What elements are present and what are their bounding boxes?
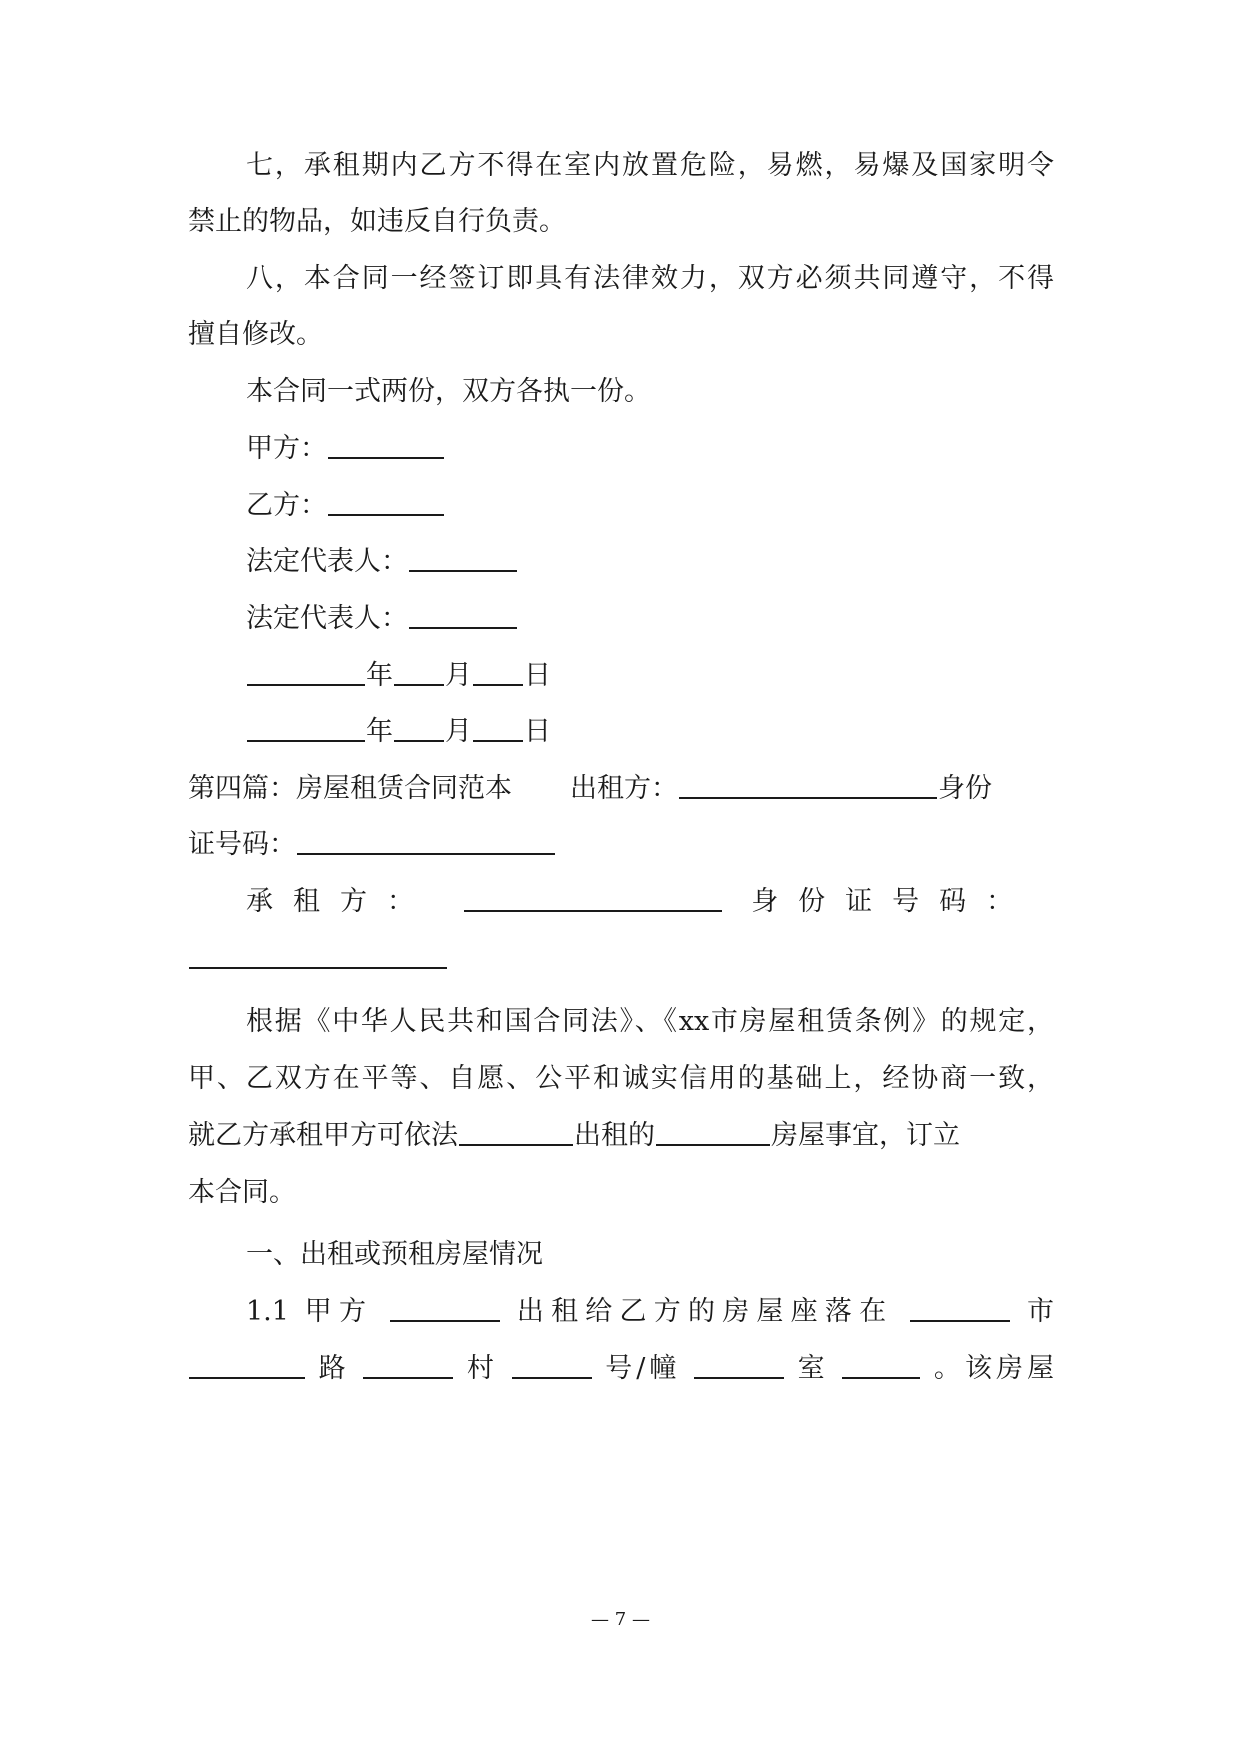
village-label: 村 xyxy=(466,1353,498,1384)
lessor-label: 出租方： xyxy=(570,773,678,804)
lessor-id-line xyxy=(188,823,1054,867)
month-label: 月 xyxy=(445,716,472,747)
legal-rep-label-1: 法定代表人： xyxy=(246,546,408,577)
road-label: 路 xyxy=(318,1353,350,1384)
district-blank xyxy=(189,1347,305,1379)
preamble-line-2: 甲、乙双方在平等、自愿、公平和诚实信用的基础上，经协商一致， xyxy=(188,1063,1054,1094)
party-a-blank xyxy=(328,427,444,459)
preamble-line-3-part-a: 就乙方承租甲方可依法 xyxy=(188,1120,458,1151)
date-line-1 xyxy=(246,654,1054,698)
clause-8-line-2: 擅自修改。 xyxy=(188,319,323,350)
legal-rep-line-2 xyxy=(246,597,1054,641)
party-a-signature-line xyxy=(246,427,1054,471)
copies-statement: 本合同一式两份，双方各执一份。 xyxy=(246,376,651,407)
year-label: 年 xyxy=(366,716,393,747)
party-b-signature-line xyxy=(246,484,1054,528)
party-b-blank xyxy=(328,484,444,516)
party-b-label: 乙方： xyxy=(246,490,327,521)
preamble-line-3 xyxy=(188,1114,1054,1158)
room-blank xyxy=(842,1347,920,1379)
date-line-2 xyxy=(246,710,1054,754)
clause-1-1-part-c: 市 xyxy=(1026,1296,1054,1327)
preamble-line-3-part-b: 出租的 xyxy=(574,1120,655,1151)
room-label: 室 xyxy=(797,1353,829,1384)
legal-rep-blank-2 xyxy=(409,597,517,629)
section-1-title: 一、出租或预租房屋情况 xyxy=(246,1239,543,1270)
legal-rep-line-1 xyxy=(246,540,1054,584)
road-blank xyxy=(363,1347,453,1379)
number-label: 号/幢 xyxy=(605,1353,681,1384)
village-blank xyxy=(512,1347,592,1379)
day-label: 日 xyxy=(524,660,551,691)
chapter-title: 第四篇：房屋租赁合同范本 xyxy=(188,773,512,804)
month-blank xyxy=(394,654,444,686)
id-label-part1: 身份 xyxy=(938,773,992,804)
lessee-line xyxy=(246,880,1054,924)
clause-1-1-part-b: 出租给乙方的房屋座落在 xyxy=(516,1296,894,1327)
building-blank xyxy=(694,1347,784,1379)
property-type-blank xyxy=(656,1114,770,1146)
lessee-blank xyxy=(464,880,722,912)
year-label: 年 xyxy=(366,660,393,691)
page-number: — 7 — xyxy=(591,1609,650,1630)
lessee-id-blank xyxy=(189,937,447,969)
clause-1-1-line-1 xyxy=(246,1290,1054,1334)
lessee-id-label: 身份证号码： xyxy=(751,886,1034,917)
lessee-label: 承租方： xyxy=(246,886,434,917)
clause-1-1-part-a: 1.1 甲方 xyxy=(246,1296,374,1327)
city-blank xyxy=(910,1290,1010,1322)
party-a-label: 甲方： xyxy=(246,433,327,464)
year-blank xyxy=(247,710,365,742)
lessor-id-blank xyxy=(297,823,555,855)
chapter-4-header-line xyxy=(188,767,1054,811)
id-label-part2: 证号码： xyxy=(188,829,296,860)
preamble-line-3-part-c: 房屋事宜，订立 xyxy=(771,1120,960,1151)
lessor-blank xyxy=(679,767,937,799)
day-label: 日 xyxy=(524,716,551,747)
legal-basis-blank xyxy=(459,1114,573,1146)
clause-1-1-line-2 xyxy=(188,1347,1054,1391)
clause-1-1-end: 。该房屋 xyxy=(933,1353,1055,1384)
legal-rep-blank-1 xyxy=(409,540,517,572)
day-blank xyxy=(473,654,523,686)
lessor-name-blank xyxy=(390,1290,500,1322)
year-blank xyxy=(247,654,365,686)
lessee-id-line xyxy=(188,937,1054,981)
preamble-line-1: 根据《中华人民共和国合同法》、《xx市房屋租赁条例》的规定， xyxy=(246,1006,1054,1037)
month-label: 月 xyxy=(445,660,472,691)
clause-7-line-1: 七，承租期内乙方不得在室内放置危险，易燃，易爆及国家明令 xyxy=(246,150,1054,181)
clause-8-line-1: 八，本合同一经签订即具有法律效力，双方必须共同遵守，不得 xyxy=(246,263,1054,294)
clause-7-line-2: 禁止的物品，如违反自行负责。 xyxy=(188,206,566,237)
preamble-line-4: 本合同。 xyxy=(188,1177,296,1208)
month-blank xyxy=(394,710,444,742)
day-blank xyxy=(473,710,523,742)
legal-rep-label-2: 法定代表人： xyxy=(246,603,408,634)
